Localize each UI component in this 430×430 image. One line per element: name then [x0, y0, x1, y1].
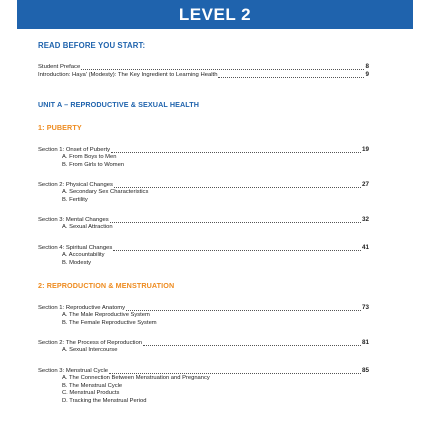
toc-page-number: 8 [365, 63, 369, 70]
toc-page-number: 27 [361, 181, 369, 189]
toc-section-entry[interactable] [38, 367, 369, 375]
toc-section-label: Section 2: The Process of Reproduction [38, 340, 143, 347]
level-title: LEVEL 2 [178, 4, 252, 24]
dot-leader [111, 147, 361, 153]
dot-leader [218, 72, 364, 78]
toc-entry-preface[interactable] [38, 63, 369, 71]
toc-section-label: Section 1: Reproductive Anatomy [38, 305, 126, 312]
level-banner [17, 0, 413, 29]
toc-subsection: B. Fertility [62, 196, 88, 203]
dot-leader [126, 305, 361, 311]
read-before-heading: READ BEFORE YOU START: [38, 41, 146, 50]
toc-section-label: Section 1: Onset of Puberty [38, 147, 111, 153]
toc-section-entry[interactable] [38, 181, 369, 189]
toc-subsection: A. The Male Reproductive System [62, 312, 150, 319]
category-heading-puberty: 1: PUBERTY [38, 123, 82, 132]
toc-section-entry[interactable] [38, 216, 369, 224]
table-of-contents [38, 37, 369, 405]
toc-section [38, 339, 369, 355]
toc-subsection: C. Menstrual Products [62, 390, 120, 397]
toc-section-entry[interactable] [38, 244, 369, 252]
toc-page-number: 32 [361, 216, 369, 224]
toc-page-number: 85 [361, 366, 369, 374]
dot-leader [110, 217, 361, 223]
unit-heading: UNIT A – REPRODUCTIVE & SEXUAL HEALTH [38, 100, 200, 109]
toc-section [38, 216, 369, 232]
toc-entry-label: Introduction: Haya' (Modesty): The Key Ingredient to Learning Health [38, 72, 218, 78]
toc-section [38, 146, 369, 169]
toc-subsection: D. Tracking the Menstrual Period [62, 397, 147, 404]
toc-page-number: 9 [365, 71, 369, 78]
toc-page-number: 73 [361, 304, 369, 312]
toc-subsection: A. From Boys to Men [62, 154, 117, 160]
toc-subsection: B. The Menstrual Cycle [62, 382, 123, 389]
toc-page-number: 41 [361, 243, 369, 251]
toc-subsection: B. Modesty [62, 259, 91, 266]
toc-entry-label: Student Preface [38, 64, 81, 70]
category-heading-reproduction: 2: REPRODUCTION & MENSTRUATION [38, 281, 175, 291]
category-sections-puberty [38, 146, 369, 267]
toc-section [38, 367, 369, 405]
toc-subsection: B. The Female Reproductive System [62, 319, 157, 326]
dot-leader [81, 64, 364, 70]
toc-section-label: Section 2: Physical Changes [38, 182, 113, 189]
read-before-list [38, 63, 369, 79]
toc-section-entry[interactable] [38, 304, 369, 312]
toc-section-label: Section 4: Spiritual Changes [38, 244, 113, 251]
toc-section-label: Section 3: Mental Changes [38, 217, 109, 224]
category-sections-reproduction [38, 304, 369, 405]
toc-page-number: 81 [361, 339, 369, 347]
dot-leader [109, 368, 361, 374]
toc-entry-introduction[interactable] [38, 71, 369, 79]
dot-leader [143, 340, 361, 346]
toc-section [38, 304, 369, 327]
dot-leader [113, 245, 361, 251]
toc-subsection: A. Sexual Attraction [62, 224, 113, 231]
toc-section-label: Section 3: Menstrual Cycle [38, 367, 109, 374]
toc-subsection: B. From Girls to Women [62, 161, 125, 168]
toc-section [38, 244, 369, 267]
dot-leader [114, 182, 361, 188]
toc-page-number: 19 [361, 146, 369, 153]
toc-section-entry[interactable] [38, 146, 369, 154]
toc-subsection: A. Accountability [62, 251, 105, 258]
toc-subsection: A. The Connection Between Menstruation and Pregnancy [62, 374, 210, 381]
toc-section [38, 181, 369, 204]
toc-subsection: A. Sexual Intercourse [62, 347, 118, 354]
toc-section-entry[interactable] [38, 339, 369, 347]
toc-subsection: A. Secondary Sex Characteristics [62, 189, 149, 196]
